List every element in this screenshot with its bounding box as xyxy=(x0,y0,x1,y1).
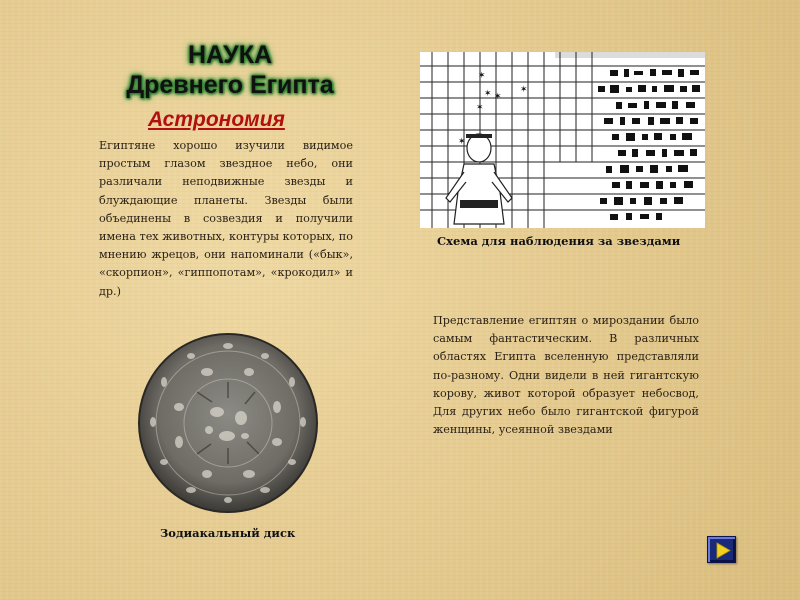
schema-caption: Схема для наблюдения за звездами xyxy=(437,234,681,248)
left-paragraph: Египтяне хорошо изучили видимое простым глазом звездное небо, они различали неподвижные звезды и блуждающие планеты. Звезды были объединены в созвездия и получили имена тех животных, контуры которых, по мнению жрецов, они напоминали («бык», «скорпион», «гиппопотам», «крокодил» и др.) xyxy=(99,139,353,298)
star-observation-chart-image xyxy=(420,52,705,228)
play-next-icon xyxy=(708,537,737,564)
right-paragraph: Представление египтян о мироздании было самым фантастическим. В различных областях Египта вселенную представляли по-разному. Одни видели в ней гигантскую корову, живот которой образует небосвод, Для других небо было гигантской фигурой женщины, усеянной звездами xyxy=(433,314,699,437)
zodiac-disk-image xyxy=(137,332,319,514)
next-slide-button[interactable] xyxy=(707,536,736,563)
svg-text:✶: ✶ xyxy=(458,137,466,147)
svg-text:✶: ✶ xyxy=(484,89,492,99)
title-line-2: Древнего Египта xyxy=(126,71,334,99)
svg-text:✶: ✶ xyxy=(476,103,484,113)
disk-caption: Зодиакальный диск xyxy=(160,526,296,540)
title-line-1: НАУКА xyxy=(187,41,273,69)
slide-title xyxy=(95,40,365,100)
star-chart-drawing xyxy=(420,52,705,228)
svg-text:✶: ✶ xyxy=(478,71,486,81)
svg-text:✶: ✶ xyxy=(494,92,502,102)
zodiac-disk-drawing xyxy=(137,332,319,514)
slide-subtitle: Астрономия xyxy=(148,108,285,131)
svg-text:✶: ✶ xyxy=(520,85,528,95)
